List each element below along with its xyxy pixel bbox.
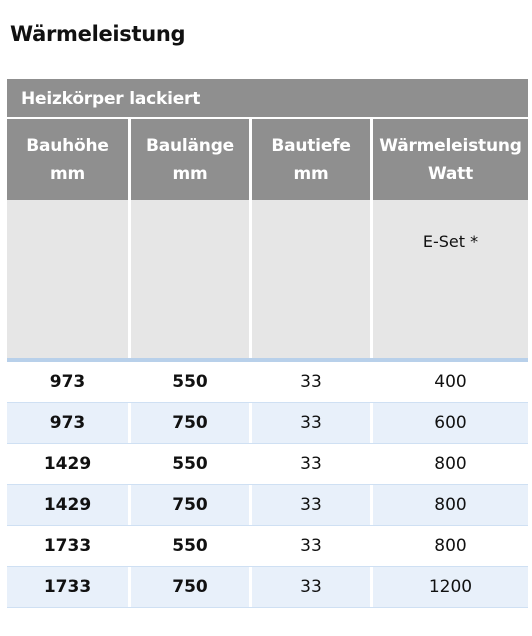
- table-row: [7, 485, 528, 525]
- cell-length: 550: [128, 526, 249, 566]
- column-header-label: Baulänge: [145, 136, 235, 156]
- performance-table: [7, 79, 528, 608]
- cell-depth: 33: [249, 567, 370, 607]
- column-header-unit: mm: [293, 164, 329, 184]
- cell-depth: 33: [249, 526, 370, 566]
- cell-height: 1733: [43, 536, 92, 556]
- row-divider: [7, 607, 528, 608]
- cell-height: 973: [49, 372, 86, 392]
- table-row: [7, 444, 528, 484]
- column-header-unit: mm: [172, 164, 208, 184]
- table-header-row: [7, 119, 528, 200]
- cell-length: 750: [128, 485, 249, 525]
- subheader-cell: [128, 200, 249, 358]
- subheader-cell: [7, 200, 128, 358]
- cell-output: 800: [370, 444, 528, 484]
- cell-length: 550: [128, 444, 249, 484]
- cell-depth: 33: [249, 403, 370, 443]
- cell-height: 1733: [43, 577, 92, 597]
- cell-depth: 33: [249, 444, 370, 484]
- cell-output: 1200: [370, 567, 528, 607]
- column-header-height: [7, 119, 128, 200]
- table-row: [7, 362, 528, 402]
- table-subheader-row: [7, 200, 528, 358]
- cell-height: 1429: [43, 495, 92, 515]
- column-header-length: [128, 119, 249, 200]
- column-header-output: [370, 119, 528, 200]
- column-header-label: Bauhöhe: [26, 136, 109, 156]
- cell-output: 400: [370, 362, 528, 402]
- column-header-unit: mm: [49, 164, 86, 184]
- column-header-label: Wärmeleistung: [379, 136, 522, 156]
- page-title: Wärmeleistung: [10, 22, 186, 46]
- cell-length: 750: [128, 567, 249, 607]
- cell-height: 1429: [43, 454, 92, 474]
- table-caption: Heizkörper lackiert: [7, 79, 528, 119]
- table-row: [7, 403, 528, 443]
- cell-depth: 33: [249, 362, 370, 402]
- column-header-label: Bautiefe: [271, 136, 351, 156]
- subheader-cell: [249, 200, 370, 358]
- cell-output: 600: [370, 403, 528, 443]
- table-row: [7, 567, 528, 607]
- cell-height: 973: [49, 413, 86, 433]
- cell-output: 800: [370, 526, 528, 566]
- table-row: [7, 526, 528, 566]
- cell-output: 800: [370, 485, 528, 525]
- column-header-unit: Watt: [427, 164, 474, 184]
- column-header-depth: [249, 119, 370, 200]
- cell-length: 750: [128, 403, 249, 443]
- cell-length: 550: [128, 362, 249, 402]
- subheader-cell-eset: E-Set *: [370, 200, 528, 358]
- cell-depth: 33: [249, 485, 370, 525]
